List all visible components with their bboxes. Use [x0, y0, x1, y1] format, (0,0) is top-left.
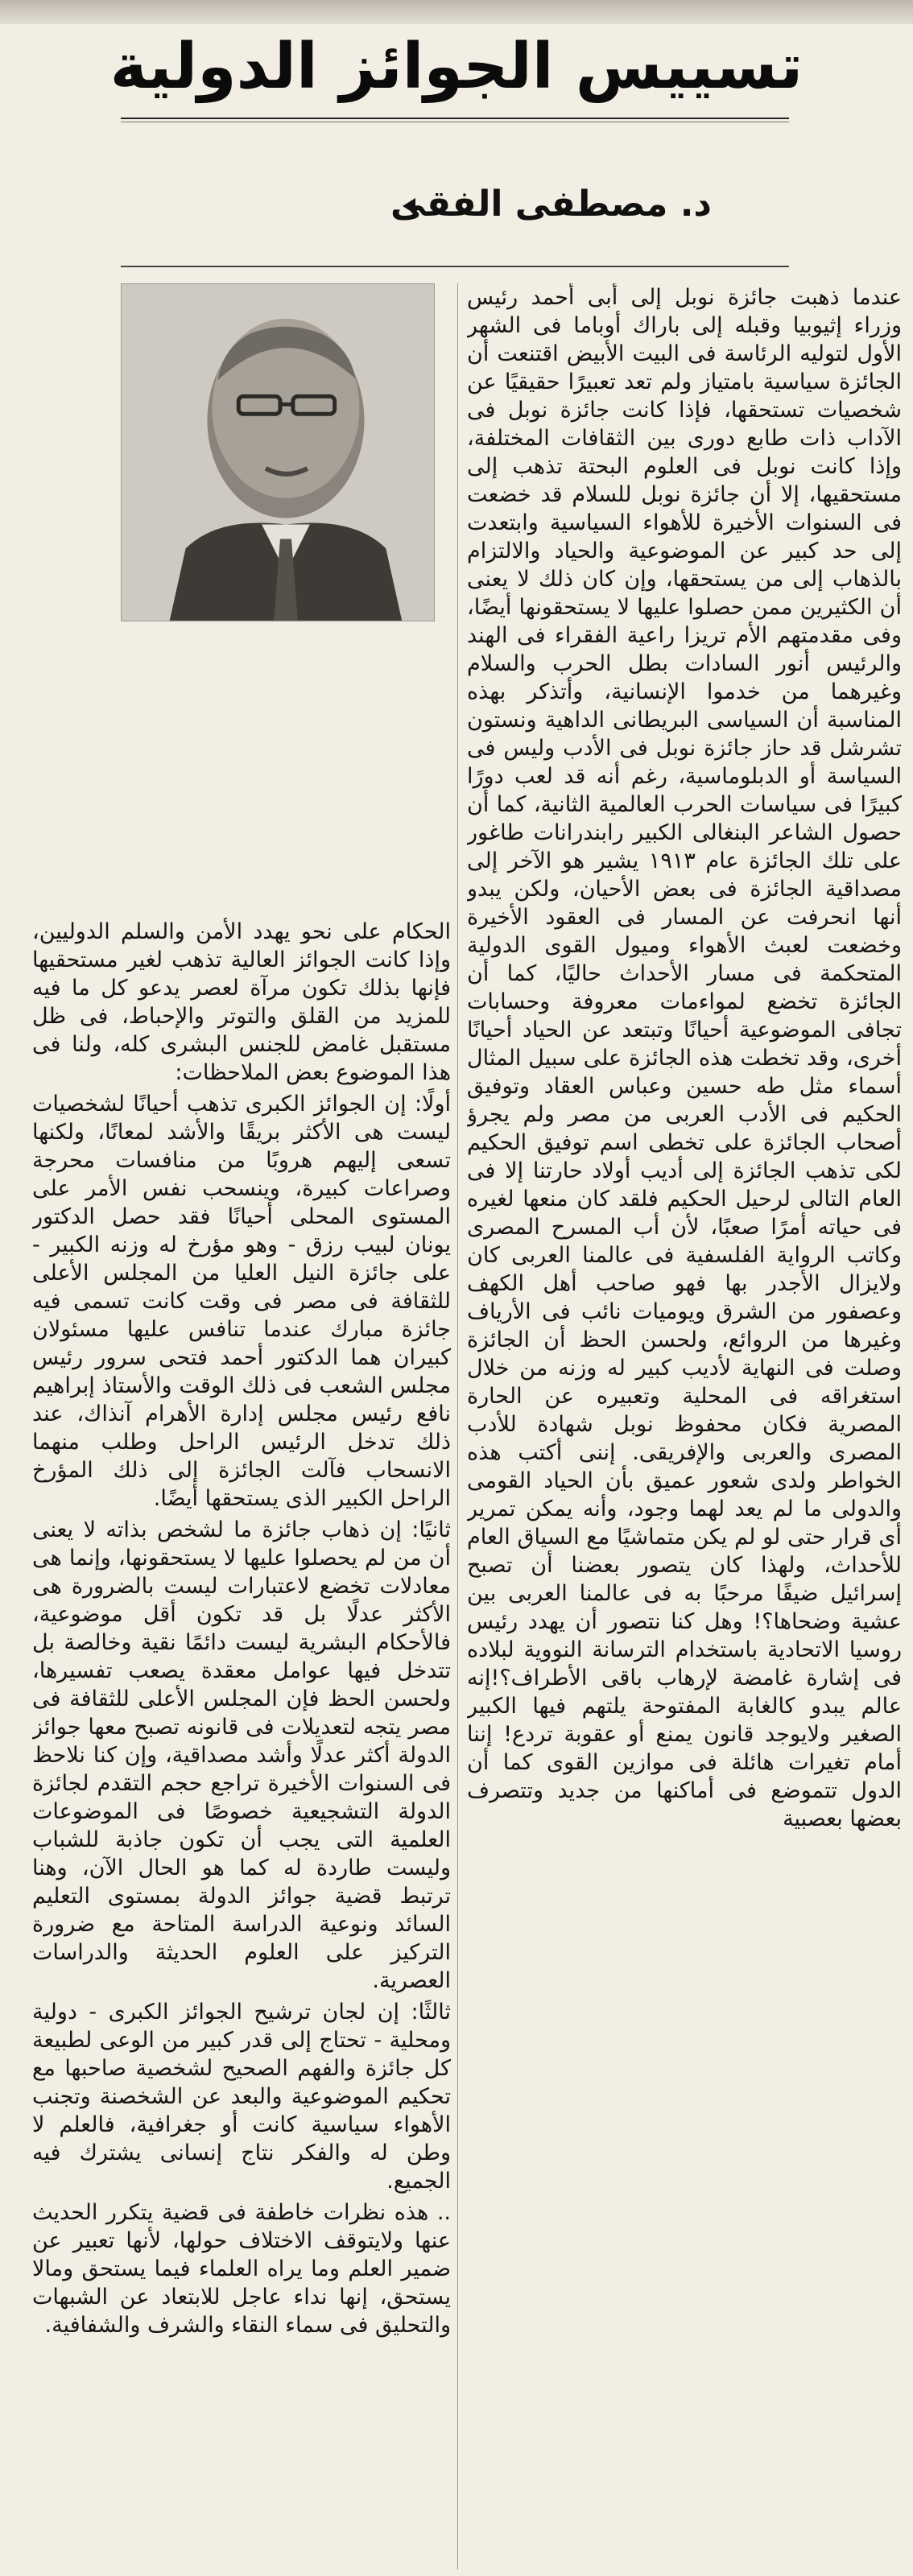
article-column-left [32, 918, 451, 2570]
paragraph: ثالثًا: إن لجان ترشيح الجوائز الكبرى - دولية ومحلية - تحتاج إلى قدر كبير من الوعى لطبيعة كل جائزة والفهم الصحيح لشخصية صاحبها مع تحكيم الموضوعية والبعد عن الشخصنة وتجنب الأهواء سياسية كانت أو جغرافية، فالعلم لا وطن له والفكر نتاج إنسانى يشترك فيه الجميع. [32, 2000, 451, 2194]
paragraph: ثانيًا: إن ذهاب جائزة ما لشخص بذاته لا يعنى أن من لم يحصلوا عليها لا يستحقونها، وإنما هى معادلات تخضع لاعتبارات ليست بالضرورة هى الأكثر عدلًا بل قد تكون أقل موضوعية، فالأحكام البشرية ليست دائمًا نقية وخالصة بل تتدخل فيها عوامل معقدة يصعب تفسيرها، ولحسن الحظ فإن المجلس الأعلى للثقافة فى مصر يتجه لتعديلات فى قانونه تصبح معها جوائز الدولة أكثر عدلًا وأشد مصداقية، وإن كنا نلاحظ فى السنوات الأخيرة تراجع حجم التقدم لجائزة الدولة التشجيعية خصوصًا فى الموضوعات العلمية التى يجب أن تكون جاذبة للشباب وليست طاردة له كما هو الحال الآن، وهنا ترتبط قضية جوائز الدولة بمستوى التعليم السائد ونوعية الدراسة المتاحة مع ضرورة التركيز على العلوم الحديثة والدراسات العصرية. [32, 1517, 451, 1993]
paragraph: عندما ذهبت جائزة نوبل إلى أبى أحمد رئيس وزراء إثيوبيا وقبله إلى باراك أوباما فى الشهر الأول لتوليه الرئاسة فى البيت الأبيض اقتنعت أن الجائزة سياسية بامتياز ولم تعد تعبيرًا حقيقيًا عن شخصيات تستحقها، فإذا كانت جائزة نوبل فى الآداب ذات طابع دورى بين الثقافات المختلفة، وإذا كانت نوبل فى العلوم البحتة تذهب إلى مستحقيها، إلا أن جائزة نوبل للسلام قد خضعت فى السنوات الأخيرة للأهواء السياسية وابتعدت إلى حد كبير عن الموضوعية والحياد والالتزام بالذهاب إلى من يستحقها، وإن كان ذلك لا يعنى أن الكثيرين ممن حصلوا عليها لا يستحقونها أيضًا، وفى مقدمتهم الأم تريزا راعية الفقراء فى الهند والرئيس أنور السادات بطل الحرب والسلام وغيرهما من خدموا الإنسانية، وأتذكر بهذه المناسبة أن السياسى البريطانى الداهية ونستون تشرشل قد حاز جائزة نوبل فى الأدب وليس فى السياسة أو الدبلوماسية، رغم أنه قد لعب دورًا كبيرًا فى سياسات الحرب العالمية الثانية، كما أن حصول الشاعر البنغالى الكبير رابندرانات طاغور على تلك الجائزة عام ١٩١٣ يشير هو الآخر إلى مصداقية الجائزة فى بعض الأحيان، ولكن يبدو أنها انحرفت عن المسار فى العقود الأخيرة وخضعت لعبث الأهواء وميول القوى الدولية المتحكمة فى مسار الأحداث حاليًا، كما أن الجائزة تخضع لمواءمات معروفة وحسابات تجافى الموضوعية أحيانًا وتبتعد عن الحياد أحيانًا أخرى، وقد تخطت هذه الجائزة على سبيل المثال أسماء مثل طه حسين وعباس العقاد وتوفيق الحكيم فى الأدب العربى من مصر ولم يجرؤ أصحاب الجائزة على تخطى اسم توفيق الحكيم لكى تذهب الجائزة إلى أديب أولاد حارتنا إلا فى العام التالى لرحيل الحكيم فلقد كان منعها لغيره فى حياته أمرًا صعبًا، لأن أب المسرح المصرى وكاتب الرواية الفلسفية فى عالمنا العربى كان ولايزال الأجدر بها فهو صاحب أهل الكهف وعصفور من الشرق ويوميات نائب فى الأرياف وغيرها من الروائع، ولحسن الحظ أن الجائزة وصلت فى النهاية لأديب كبير له وزنه من خلال استغراقه فى المحلية وتعبيره عن الحارة المصرية فكان محفوظ نوبل شهادة للأدب المصرى والعربى والإفريقى. إننى أكتب هذه الخواطر ولدى شعور عميق بأن الحياد القومى والدولى ما لم يعد لهما وجود، وأنه يمكن تمرير أى قرار حتى لو لم يكن متماشيًا مع السياق العام للأحداث، ولهذا كان يتصور بعضنا أن تصبح إسرائيل ضيفًا مرحبًا به فى عالمنا العربى بين عشية وضحاها؟! وهل كنا نتصور أن يهدد رئيس روسيا الاتحادية باستخدام الترسانة النووية لبلاده فى إشارة غامضة لإرهاب باقى الأطراف؟!إنه عالم يبدو كالغابة المفتوحة يلتهم فيها الكبير الصغير ولايوجد قانون يمنع أو عقوبة تردع! إننا أمام تغيرات هائلة فى موازين القوى كما أن الدول تتموضع فى أماكنها من جديد وتتصرف بعضها بعصبية [467, 285, 902, 1831]
headline: تسييس الجوائز الدولية [109, 31, 804, 103]
author-portrait-image [122, 284, 434, 621]
column-divider [457, 283, 458, 2570]
byline-rule [121, 266, 789, 267]
paragraph: .. هذه نظرات خاطفة فى قضية يتكرر الحديث عنها ولايتوقف الاختلاف حولها، لأنها تعبير عن ضمير العلم وما يراه العلماء فيما يستحق ومالا يستحق، إنها نداء عاجل للابتعاد عن الشبهات والتحليق فى سماء النقاء والشرف والشفافية. [32, 2200, 451, 2338]
article-column-right [467, 283, 902, 2570]
paragraph: الحكام على نحو يهدد الأمن والسلم الدوليين، وإذا كانت الجوائز العالية تذهب لغير مستحقيها فإنها بذلك تكون مرآة لعصر يدعو كل ما فيه للمزيد من القلق والتوتر والإحباط، فى ظل مستقبل غامض للجنس البشرى كله، ولنا فى هذا الموضوع بعض الملاحظات: [32, 919, 451, 1085]
author-photo [121, 283, 435, 621]
paragraph: أولًا: إن الجوائز الكبرى تذهب أحيانًا لشخصيات ليست هى الأكثر بريقًا والأشد لمعانًا، ولكنها تسعى إليهم هروبًا من منافسات محرجة وصراعات كبيرة، وينسحب نفس الأمر على المستوى المحلى أحيانًا فقد حصل الدكتور يونان لبيب رزق - وهو مؤرخ له وزنه الكبير - على جائزة النيل العليا من المجلس الأعلى للثقافة فى مصر فى وقت كانت تسمى فيه جائزة مبارك عندما تنافس عليها مسئولان كبيران هما الدكتور أحمد فتحى سرور رئيس مجلس الشعب فى ذلك الوقت والأستاذ إبراهيم نافع رئيس مجلس إدارة الأهرام آنذاك، عند ذلك تدخل الرئيس الراحل وطلب منهما الانسحاب فآلت الجائزة إلى ذلك المؤرخ الراحل الكبير الذى يستحقها أيضًا. [32, 1092, 451, 1511]
headline-rule [121, 118, 789, 122]
masthead-strip [0, 0, 913, 24]
byline: د. مصطفى الفقى [390, 184, 712, 225]
